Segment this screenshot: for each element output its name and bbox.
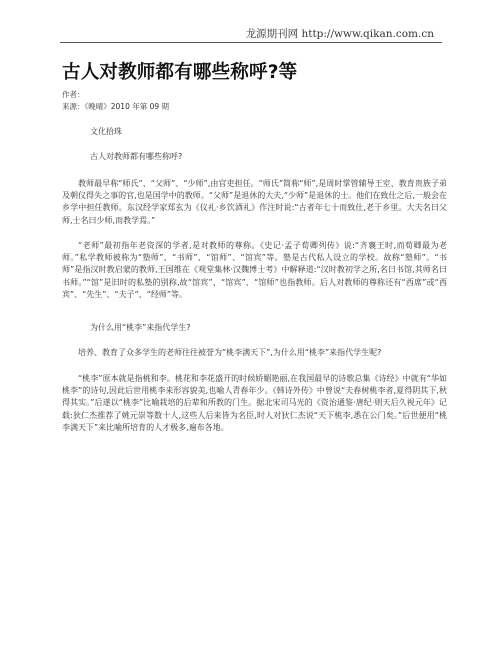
paragraph-block-3: [62, 347, 447, 359]
subtitle-block-2: [62, 322, 447, 334]
section-title-block: [62, 126, 447, 138]
paragraph-block-2: [62, 240, 447, 301]
paragraph-taoli-explanation: “桃李”原本就是指桃和李。桃花和李花盛开的时候娇媚艳丽,在我国最早的诗歌总集《诗经》中就有“华如桃李”的诗句,因此后世用桃李来形容貌美,也喻人青春年少。《韩诗外传》中曾说“夫春树桃李者,夏得阴其下,秋得其实。”后遂以“桃李”比喻栽培的后辈和所教的门生。据北宋司马光的《资治通鉴·唐纪·则天后久视元年》记载:狄仁杰推荐了姚元崇等数十人,这些人后来皆为名臣,时人对狄仁杰说“天下桃李,悉在公门矣。”后世便用“桃李满天下”来比喻所培育的人才极多,遍布各地。: [62, 374, 447, 432]
subtitle-block-1: [62, 151, 447, 163]
article-title: 古人对教师都有哪些称呼?等: [62, 62, 298, 83]
author-line: 作者：: [62, 90, 85, 99]
header-divider: [60, 42, 442, 43]
subtitle-teacher-titles: 古人对教师都有哪些称呼?: [90, 152, 183, 161]
site-url[interactable]: 龙源期刊网 http://www.qikan.com.cn: [245, 28, 434, 40]
section-title: 文化拾珠: [90, 127, 122, 136]
paragraph-teacher-honorifics: “老师”最初指年老资深的学者,是对教师的尊称。《史记·孟子荀卿列传》说:“齐襄王时,而荀卿最为老师。”私学教师被称为“塾师”、“书师”、“馆师”、“馆宾”等。塾是古代私人设立的学校。故称“塾师”。“书师”是指汉时教启蒙的教师,王国维在《观堂集林·汉魏博士考》中解释道:“汉时教初学之所,名曰书馆,其师名曰书师。”“馆”是旧时的私塾的别称,故“馆宾”、“馆宾”、“馆师”也指教师。后人对教师的尊称还有“西席”或“西宾”、“先生”、“夫子”、“经师”等。: [62, 241, 447, 299]
subtitle-taoli: 为什么用“桃李”来指代学生?: [90, 323, 191, 332]
paragraph-teacher-origins: 教师最早称“师氏”、“父师”、“少师”,由官吏担任。“师氏”简称“师”,是周时掌管辅导王室、教育贵族子弟及朝仪得失之事的官,也是国学中的教师。“父师”是退休的大夫,“少师”是退休的士。他们在致仕之后,一般会在乡学中担任教师。东汉经学家郑玄为《仪礼·乡饮酒礼》作注时说:“古者年七十而致仕,老于乡里。大夫名曰父师,士名曰少师,而教学焉。”: [62, 179, 447, 225]
paragraph-block-4: [62, 373, 447, 434]
paragraph-block-1: [62, 178, 447, 227]
paragraph-taoli-question: 培养、教育了众多学生的老师往往被誉为“桃李满天下”,为什么用“桃李”来指代学生呢?: [78, 348, 382, 357]
source-line: 来源：《晚晴》2010 年第 09 期: [62, 102, 170, 111]
